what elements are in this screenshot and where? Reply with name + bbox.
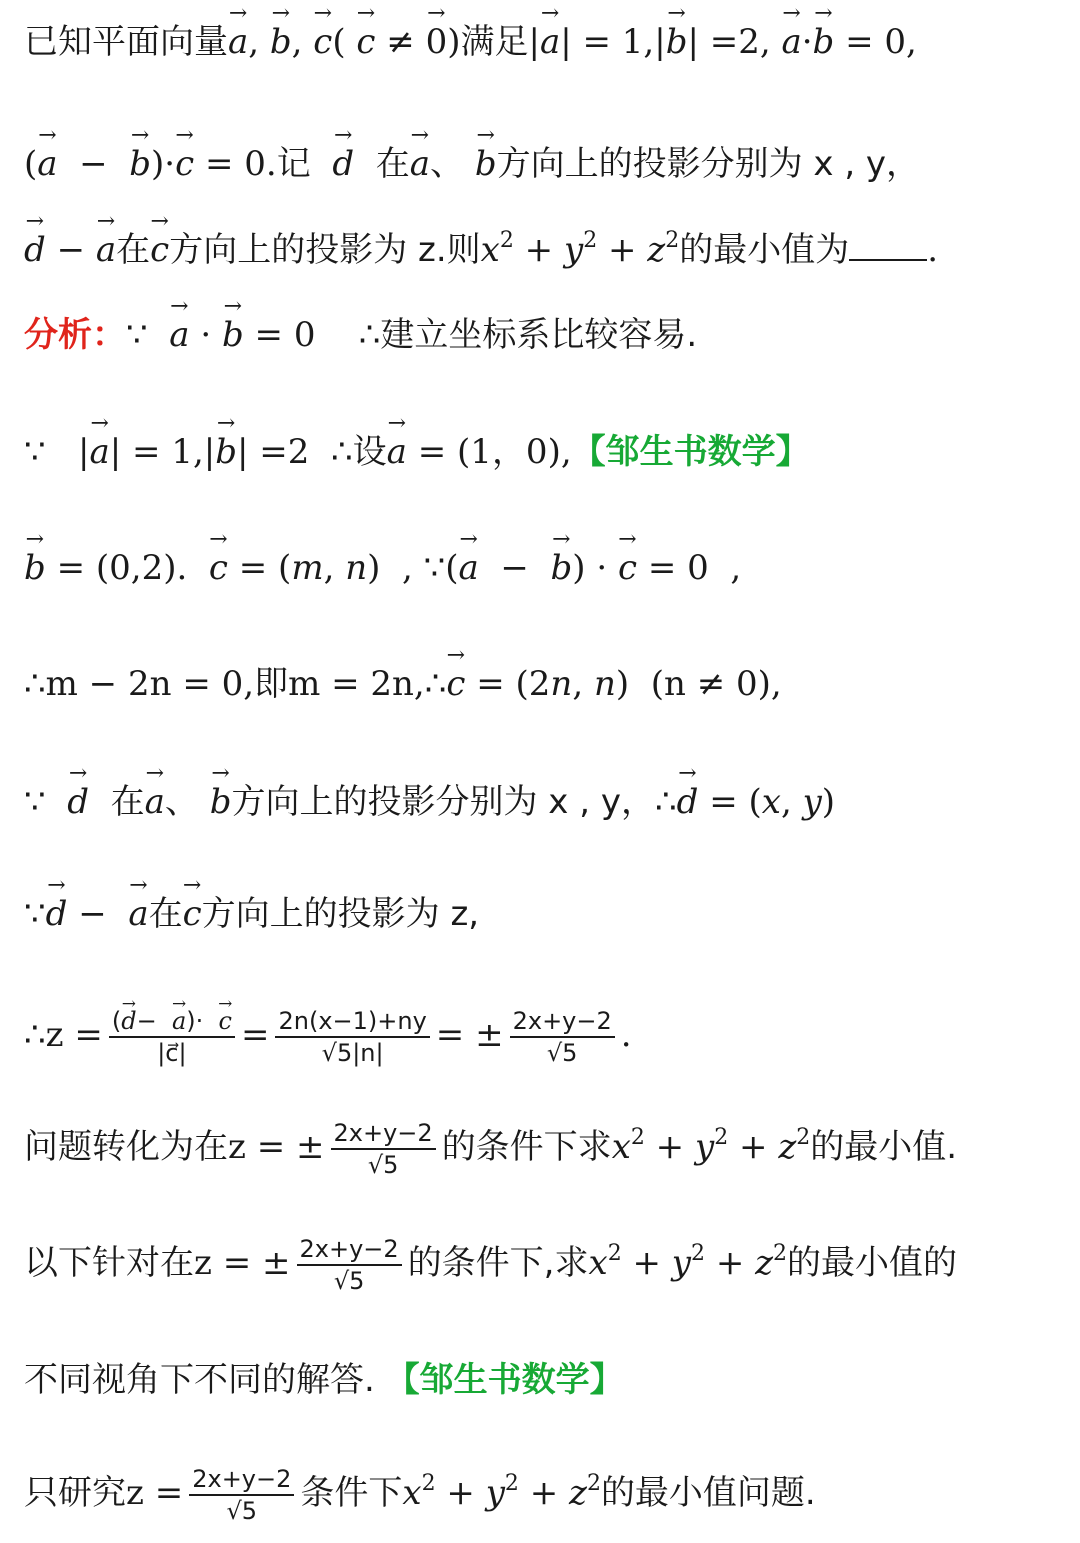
vector-c: → c — [209, 546, 228, 590]
vector-c: → c — [150, 228, 169, 272]
analysis-line: 分析：∵ → a · → b = 0 ∴建立坐标系比较容易. — [24, 313, 1072, 357]
in-text: 在 — [116, 230, 151, 270]
namely-text: 即 — [254, 664, 289, 704]
solution-line-14: 只研究z = $\frac{2x+y-2}{√5}$ 条件下$x^2 + y^2 + z^2$的最小值问题. — [24, 1465, 816, 1525]
solution-line-13 — [24, 1358, 1072, 1402]
solution-line-12: 以下针对在z = ± $\frac{2x+y-2}{√5}$ 的条件下,求$x^2 + y^2 + z^2$的最小值的 — [24, 1235, 958, 1295]
watermark-label: 【邹生书数学】 — [385, 1360, 624, 1400]
only-study-text: 只研究 — [24, 1473, 126, 1513]
vector-c: → c — [446, 662, 465, 706]
vector-a: → a — [540, 20, 560, 64]
vector-b: → b — [666, 20, 688, 64]
fraction-2-denominator: √5|n| — [321, 1039, 384, 1067]
condition-text: 条件下 — [300, 1473, 403, 1513]
zero-vector: → 0 — [426, 20, 448, 64]
vector-a: → a — [172, 1006, 186, 1036]
vector-d: → d — [677, 780, 699, 824]
vector-a: → a — [781, 20, 801, 64]
fraction-condition — [297, 1234, 402, 1296]
solution-line-9: ∵→ d − → a在→ c方向上的投影为 z, — [24, 892, 1072, 936]
vector-d: → d — [24, 228, 46, 272]
problem-line-2: (→ a − → b)·→ c = 0.记 → d 在→ a、 → b方向上的投影分别为 x , y， — [24, 142, 1072, 186]
vector-b: → b — [475, 142, 497, 186]
vector-c: → c — [356, 20, 375, 64]
min-value-text: 的最小值为 — [679, 230, 850, 270]
solution-line-10: ∴z = $\frac{(\to d- \to a)\cdot \to c}{|c⃗|}$ = $\frac{2n(x-1)+ny}{√5|n|}$ = ± $\frac{2x+y-2}{√5}$ . — [24, 1000, 1072, 1070]
set-text: 设 — [352, 432, 387, 472]
vector-c: → c — [183, 892, 202, 936]
fraction-condition-numerator: 2x+y−2 — [189, 1464, 294, 1496]
vector-a: → a — [228, 20, 248, 64]
vector-a: → a — [410, 142, 430, 186]
vector-a: → a — [169, 313, 189, 357]
solution-line-7: ∴m − 2n = 0,即m = 2n,∴→ c = (2n, n) (n ≠ 0), — [24, 662, 1072, 706]
fraction-3-numerator: 2x+y−2 — [510, 1006, 615, 1038]
vector-d: → d — [67, 780, 89, 824]
projection-z-text: 方向上的投影为 z.则 — [169, 230, 481, 270]
fraction-2 — [275, 1006, 429, 1068]
following-text: 以下针对在 — [24, 1243, 194, 1283]
min-value-text: 的最小值问题. — [600, 1473, 816, 1513]
min-value-text: 的最小值的 — [787, 1243, 958, 1283]
vector-b: → b — [551, 546, 573, 590]
in-text: 在 — [110, 782, 145, 822]
projection-z-text: 方向上的投影为 z, — [201, 894, 480, 934]
answer-blank — [849, 229, 927, 261]
projection-text: 方向上的投影分别为 x , y， — [496, 144, 921, 184]
vector-b: → b — [129, 142, 151, 186]
vector-c: → c — [618, 546, 637, 590]
problem-intro-text: 已知平面向量 — [24, 22, 228, 62]
min-value-text: 的最小值. — [810, 1127, 958, 1167]
fraction-3-denominator: √5 — [546, 1039, 578, 1067]
fraction-1-denominator: |c⃗| — [157, 1039, 187, 1067]
vector-a: → a — [145, 780, 165, 824]
problem-line-3: → d − → a在→ c方向上的投影为 z.则$x^2 + y^2 + z^2$的最小值为 . — [24, 228, 1072, 272]
vector-b: → b — [813, 20, 835, 64]
vector-b: → b — [270, 20, 292, 64]
solution-line-6: → b = (0,2). → c = (m, n) , ∵(→ a − → b) · → c = 0 , — [24, 546, 1072, 590]
problem-transform-text: 问题转化为在 — [24, 1127, 228, 1167]
solution-line-8: ∵ → d 在→ a、 → b方向上的投影分别为 x , y，∴→ d = (x, y) — [24, 780, 1072, 824]
in-text: 在 — [375, 144, 410, 184]
problem-line-1: 已知平面向量→ a, → b, → c( → c ≠ → 0)满足|→ a| = 1,|→ b| =2, → a·→ b = 0, — [24, 20, 1072, 64]
different-views-text: 不同视角下不同的解答. — [24, 1360, 375, 1400]
vector-c: → c — [313, 20, 332, 64]
vector-a: → a — [387, 430, 407, 474]
condition-text: 的条件下,求 — [407, 1243, 589, 1283]
vector-b: → b — [222, 313, 244, 357]
fraction-condition — [189, 1464, 294, 1526]
vector-a: → a — [90, 430, 110, 474]
fraction-condition-denominator: √5 — [367, 1151, 399, 1179]
satisfy-text: 满足 — [460, 22, 529, 62]
vector-c: → c — [175, 142, 194, 186]
fraction-condition-numerator: 2x+y−2 — [297, 1234, 402, 1266]
vector-c: → c — [219, 1006, 232, 1036]
vector-b: → b — [210, 780, 232, 824]
solution-line-5: ∵ |→ a| = 1,|→ b| =2 ∴设→ a = (1，0),【邹生书数学】 — [24, 430, 1072, 474]
vector-d: → d — [121, 1006, 136, 1036]
solution-line-11: 问题转化为在z = ± $\frac{2x+y-2}{√5}$ 的条件下求$x^2 + y^2 + z^2$的最小值. — [24, 1119, 958, 1179]
vector-a: → a — [128, 892, 148, 936]
vector-b: → b — [215, 430, 237, 474]
vector-d: → d — [46, 892, 68, 936]
fraction-condition-denominator: √5 — [226, 1497, 258, 1525]
condition-text: 的条件下求 — [441, 1127, 612, 1167]
fraction-3 — [510, 1006, 615, 1068]
watermark-label: 【邹生书数学】 — [571, 432, 810, 472]
vector-b: → b — [24, 546, 46, 590]
vector-a: → a — [459, 546, 479, 590]
analysis-text: 建立坐标系比较容易. — [380, 315, 698, 355]
note-text: 记 — [276, 144, 311, 184]
vector-a: → a — [96, 228, 116, 272]
vector-a: → a — [37, 142, 57, 186]
fraction-condition-denominator: √5 — [333, 1267, 365, 1295]
fraction-condition — [331, 1118, 436, 1180]
projection-text: 方向上的投影分别为 x , y， — [231, 782, 655, 822]
analysis-label: 分析： — [24, 315, 126, 355]
fraction-condition-numerator: 2x+y−2 — [331, 1118, 436, 1150]
vector-d: → d — [332, 142, 354, 186]
fraction-2-numerator: 2n(x−1)+ny — [275, 1006, 429, 1038]
fraction-1: $\frac{(\to d- \to a)\cdot \to c}{|c⃗|}$ — [109, 1006, 235, 1068]
in-text: 在 — [148, 894, 183, 934]
